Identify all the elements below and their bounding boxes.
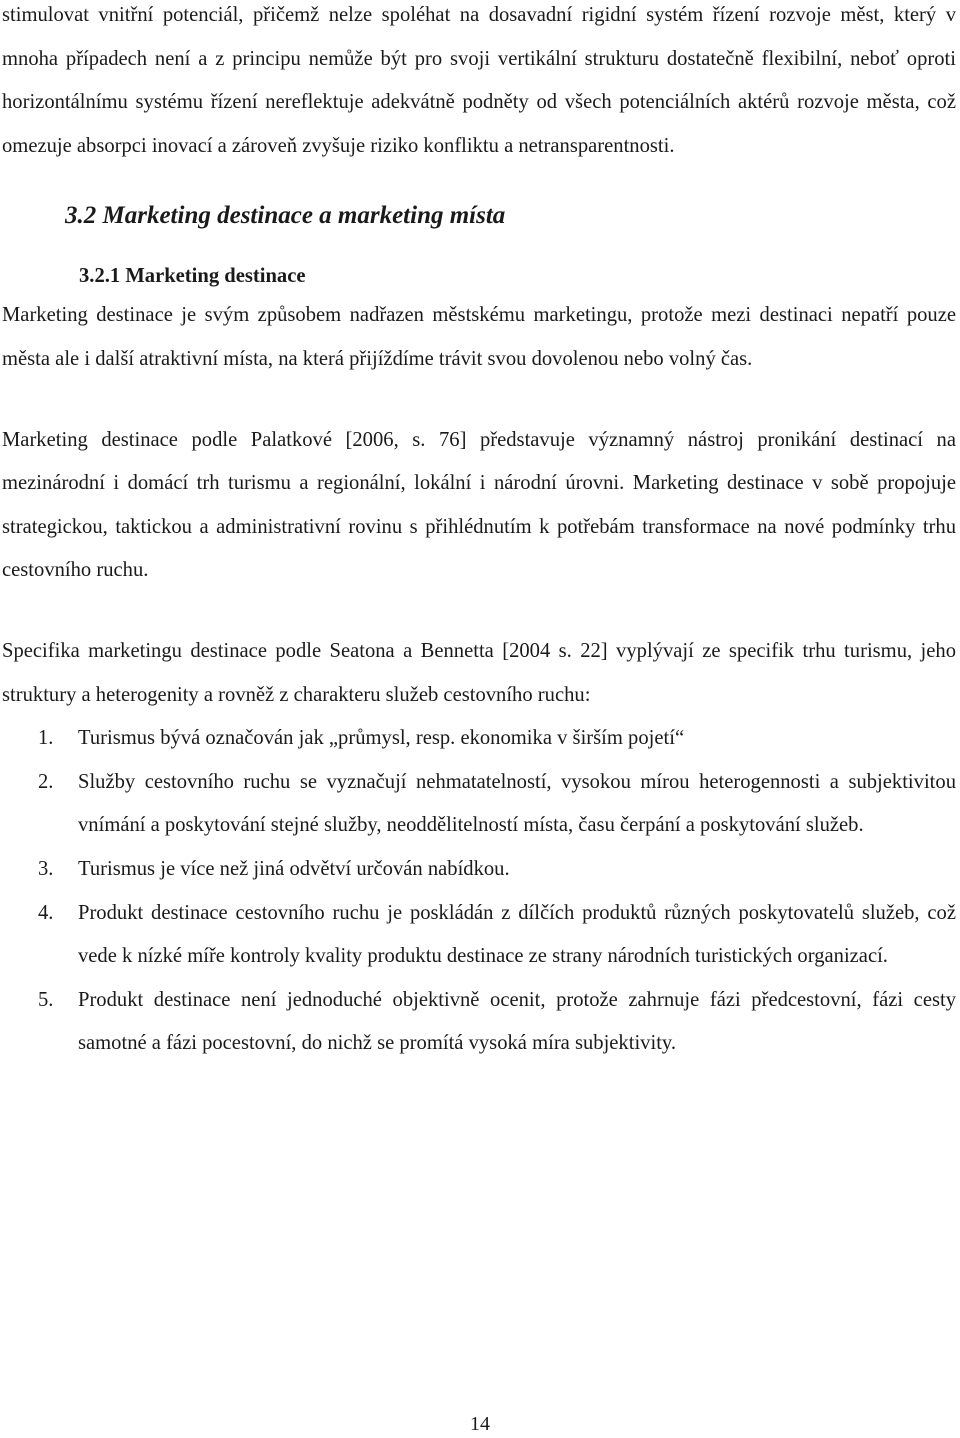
list-item-number: 2. <box>38 770 54 793</box>
list-item <box>2 717 956 761</box>
section-heading: 3.2 Marketing destinace a marketing místa <box>65 202 506 230</box>
paragraph-palatkova: Marketing destinace podle Palatkové [2006, s. 76] představuje významný nástroj pronikání destinací na mezinárodní i domácí trh turismu a regionální, lokální i národní úrovni. Marketing destinace v sobě propojuje strategickou, taktickou a administrativní rovinu s přihlédnutím k potřebám transformace na nové podmínky trhu cestovního ruchu. <box>2 428 956 582</box>
list-item-number: 4. <box>38 901 54 924</box>
list-item <box>2 892 956 979</box>
list-item-text: Turismus je více než jiná odvětví určován nabídkou. <box>78 857 510 880</box>
list-item-text: Produkt destinace cestovního ruchu je poskládán z dílčích produktů různých poskytovatelů služeb, což vede k nízké míře kontroly kvality produktu destinace ze strany národních turistických organizací. <box>78 901 956 968</box>
list-item-text: Turismus bývá označován jak „průmysl, resp. ekonomika v širším pojetí“ <box>78 727 685 750</box>
list-item <box>2 848 956 892</box>
page-number: 14 <box>470 1413 490 1435</box>
list-item <box>2 761 956 848</box>
intro-paragraph: stimulovat vnitřní potenciál, přičemž nelze spoléhat na dosavadní rigidní systém řízení rozvoje měst, který v mnoha případech není a z principu nemůže být pro svoji vertikální strukturu dostatečně flexibilní, neboť oproti horizontálnímu systému řízení nereflektuje adekvátně podněty od všech potenciálních aktérů rozvoje města, což omezuje absorpci inovací a zároveň zvyšuje riziko konfliktu a netransparentnosti. <box>2 4 956 157</box>
paragraph-seaton-bennett: Specifika marketingu destinace podle Seatona a Bennetta [2004 s. 22] vyplývají ze specifik trhu turismu, jeho struktury a heterogenity a rovněž z charakteru služeb cestovního ruchu: <box>2 639 956 706</box>
list-item-text: Produkt destinace není jednoduché objektivně ocenit, protože zahrnuje fázi předcestovní, fázi cesty samotné a fázi pocestovní, do nichž se promítá vysoká míra subjektivity. <box>78 988 956 1055</box>
specifics-list <box>2 717 956 1066</box>
document-page <box>2 0 956 1066</box>
paragraph-destination-marketing: Marketing destinace je svým způsobem nadřazen městskému marketingu, protože mezi destinaci nepatří pouze města ale i další atraktivní místa, na která přijíždíme trávit svou dovolenou nebo volný čas. <box>2 304 956 370</box>
list-item-number: 5. <box>38 988 54 1011</box>
list-item <box>2 979 956 1066</box>
subsection-heading: 3.2.1 Marketing destinace <box>79 265 306 288</box>
list-item-number: 1. <box>38 727 54 750</box>
list-item-text: Služby cestovního ruchu se vyznačují nehmatatelností, vysokou mírou heterogennosti a subjektivitou vnímání a poskytování stejné služby, neoddělitelností místa, času čerpání a poskytování služeb. <box>78 770 956 837</box>
list-item-number: 3. <box>38 857 54 880</box>
